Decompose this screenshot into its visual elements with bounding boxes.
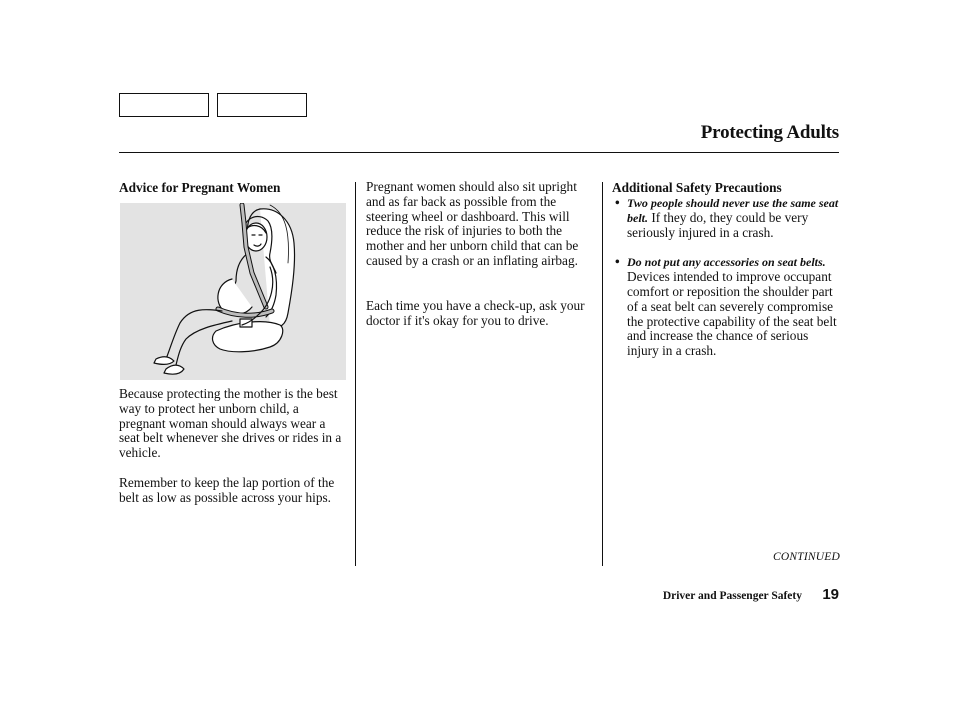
pregnant-woman-illustration [120, 203, 346, 380]
paragraph-sit-upright: Pregnant women should also sit upright and as far back as possible from the steering wheel or dashboard. This will reduce the risk of injuries to both the mother and her unborn child that can be caused by a crash or an inflating airbag. [366, 179, 579, 268]
precautions-list [612, 196, 840, 359]
bullet-text: If they do, they could be very seriously injured in a crash. [627, 209, 809, 240]
title-rule [119, 152, 839, 153]
continued-label: CONTINUED [773, 551, 840, 563]
footer-section-label: Driver and Passenger Safety [662, 590, 802, 602]
bullet-icon: • [615, 195, 620, 210]
page-title: Protecting Adults [700, 122, 839, 143]
section-heading-pregnant-women: Advice for Pregnant Women [119, 180, 281, 195]
paragraph-checkup: Each time you have a check-up, ask your doctor if it's okay for you to drive. [366, 298, 585, 328]
paragraph-lap-belt: Remember to keep the lap portion of the belt as low as possible across your hips. [119, 475, 335, 505]
bullet-lead: Do not put any accessories on seat belts. [627, 255, 826, 270]
bullet-text: Devices intended to improve occupant comfort or reposition the shoulder part of a seat belt can severely compromise the protective capability of the seat belt and increase the chance of serious injury in a crash. [627, 269, 837, 359]
nav-button-1[interactable] [119, 93, 209, 117]
section-heading-safety-precautions: Additional Safety Precautions [612, 180, 782, 195]
bullet-lead: Two people should never use the same seat belt. [627, 196, 839, 225]
list-item [612, 196, 840, 240]
page-number: 19 [822, 586, 839, 603]
nav-button-2[interactable] [217, 93, 307, 117]
paragraph-protect-mother: Because protecting the mother is the best way to protect her unborn child, a pregnant woman should always wear a seat belt whenever she drives or rides in a vehicle. [119, 386, 342, 461]
bullet-icon: • [615, 254, 620, 270]
column-divider-1 [355, 182, 356, 566]
list-item [612, 255, 840, 359]
column-divider-2 [602, 182, 603, 566]
